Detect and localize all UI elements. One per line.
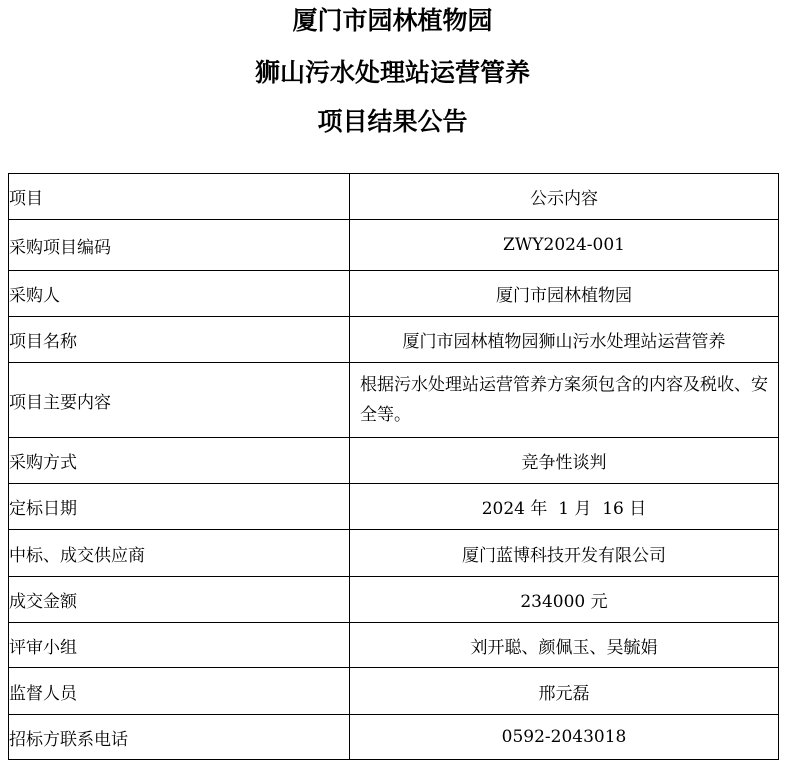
row-value: 0592-2043018 <box>350 715 779 760</box>
row-label: 招标方联系电话 <box>9 715 350 760</box>
row-label: 监督人员 <box>9 668 350 715</box>
table-row <box>9 530 779 577</box>
row-value: 竞争性谈判 <box>350 438 779 484</box>
row-label: 成交金额 <box>9 577 350 623</box>
table-row <box>9 438 779 484</box>
header-value: 公示内容 <box>350 174 779 220</box>
row-label: 中标、成交供应商 <box>9 530 350 577</box>
row-value: 厦门市园林植物园狮山污水处理站运营管养 <box>350 317 779 363</box>
table-row <box>9 220 779 271</box>
row-value: ZWY2024-001 <box>350 220 779 271</box>
table-row <box>9 668 779 715</box>
row-label: 采购方式 <box>9 438 350 484</box>
row-value: 2024 年 1 月 16 日 <box>350 484 779 530</box>
row-label: 项目主要内容 <box>9 363 350 438</box>
row-value: 根据污水处理站运营管养方案须包含的内容及税收、安全等。 <box>350 363 779 438</box>
table-row <box>9 363 779 438</box>
row-value: 厦门市园林植物园 <box>350 271 779 317</box>
row-label: 采购项目编码 <box>9 220 350 271</box>
row-label: 采购人 <box>9 271 350 317</box>
table-row <box>9 484 779 530</box>
row-label: 评审小组 <box>9 623 350 668</box>
row-value: 邢元磊 <box>350 668 779 715</box>
table-row <box>9 577 779 623</box>
header-label: 项目 <box>9 174 350 220</box>
table-row <box>9 715 779 760</box>
title-line-project: 狮山污水处理站运营管养 <box>254 58 530 87</box>
row-label: 定标日期 <box>9 484 350 530</box>
table-row <box>9 271 779 317</box>
row-value: 刘开聪、颜佩玉、吴毓娟 <box>350 623 779 668</box>
result-table <box>8 173 779 760</box>
row-label: 项目名称 <box>9 317 350 363</box>
table-row <box>9 623 779 668</box>
title-line-organization: 厦门市园林植物园 <box>292 6 493 35</box>
table-header-row <box>9 174 779 220</box>
title-line-announcement: 项目结果公告 <box>317 107 468 136</box>
table-row <box>9 317 779 363</box>
row-value: 234000 元 <box>350 577 779 623</box>
row-value: 厦门蓝博科技开发有限公司 <box>350 530 779 577</box>
